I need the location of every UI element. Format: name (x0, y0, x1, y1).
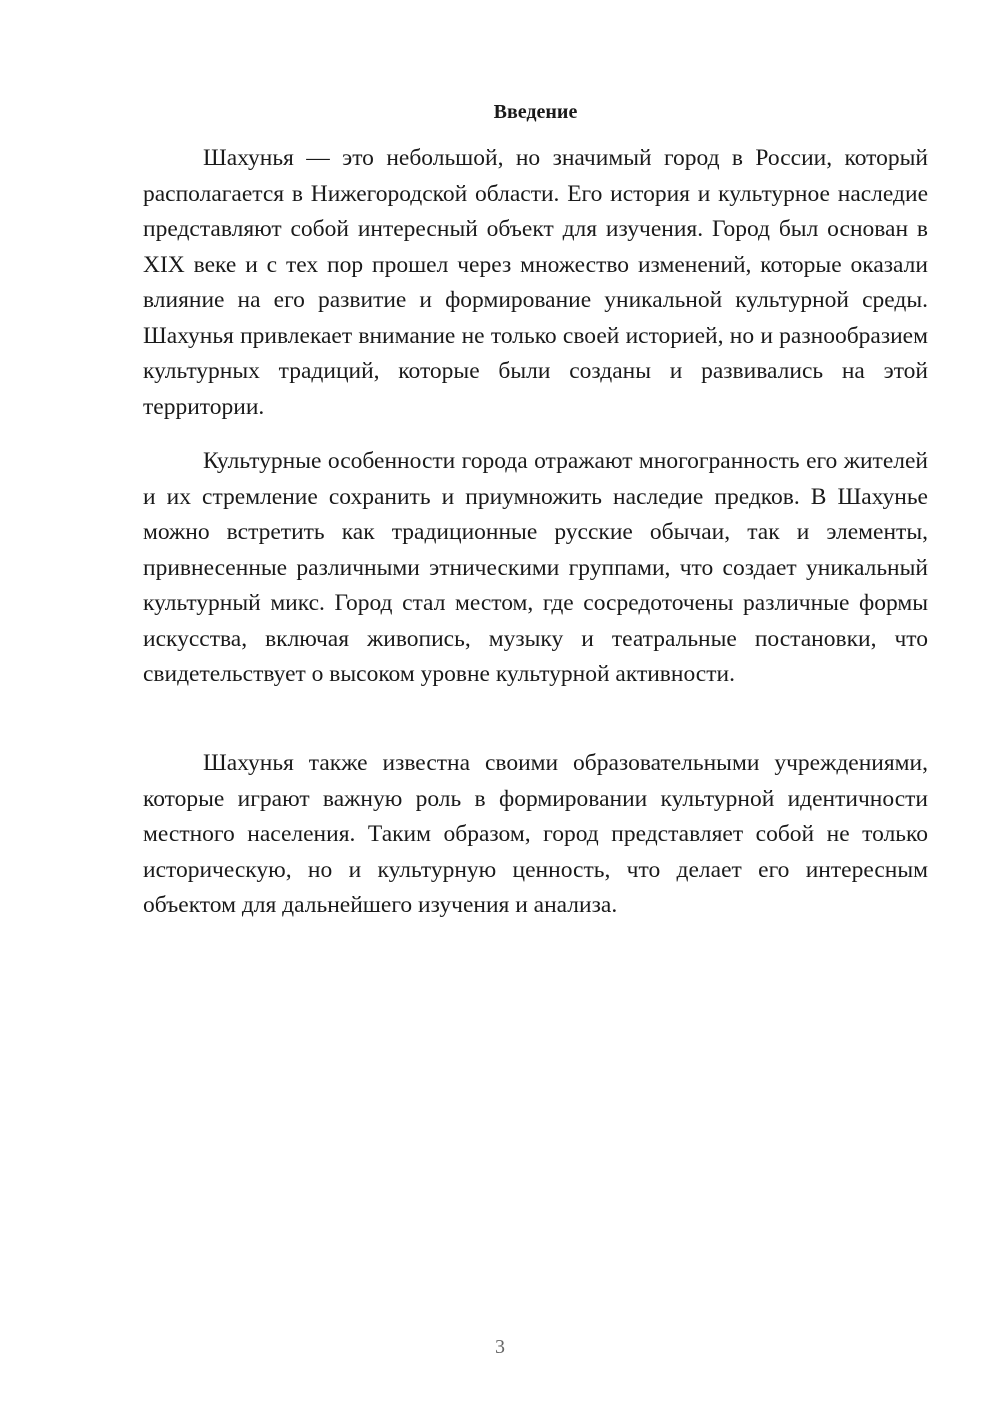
body-paragraph: Шахунья также известна своими образовательными учреждениями, которые играют важную роль в формировании культурной идентичности местного населения. Таким образом, город представляет собой не только историческую, но и культурную ценность, что делает его интересным объектом для дальнейшего изучения и анализа. (143, 750, 928, 918)
section-heading: Введение (493, 101, 578, 123)
body-paragraph: Культурные особенности города отражают многогранность его жителей и их стремление сохранить и приумножить наследие предков. В Шахунье можно встретить как традиционные русские обычаи, так и элементы, привнесенные различными этническими группами, что создает уникальный культурный микс. Город стал местом, где сосредоточены различные формы искусства, включая живопись, музыку и театральные постановки, что свидетельствует о высоком уровне культурной активности. (143, 448, 928, 687)
page-number: 3 (495, 1336, 505, 1358)
body-paragraph: Шахунья — это небольшой, но значимый город в России, который располагается в Нижегородской области. Его история и культурное наследие представляют собой интересный объект для изучения. Город был основан в XIX веке и с тех пор прошел через множество изменений, которые оказали влияние на его развитие и формирование уникальной культурной среды. Шахунья привлекает внимание не только своей историей, но и разнообразием культурных традиций, которые были созданы и развивались на этой территории. (143, 145, 928, 420)
